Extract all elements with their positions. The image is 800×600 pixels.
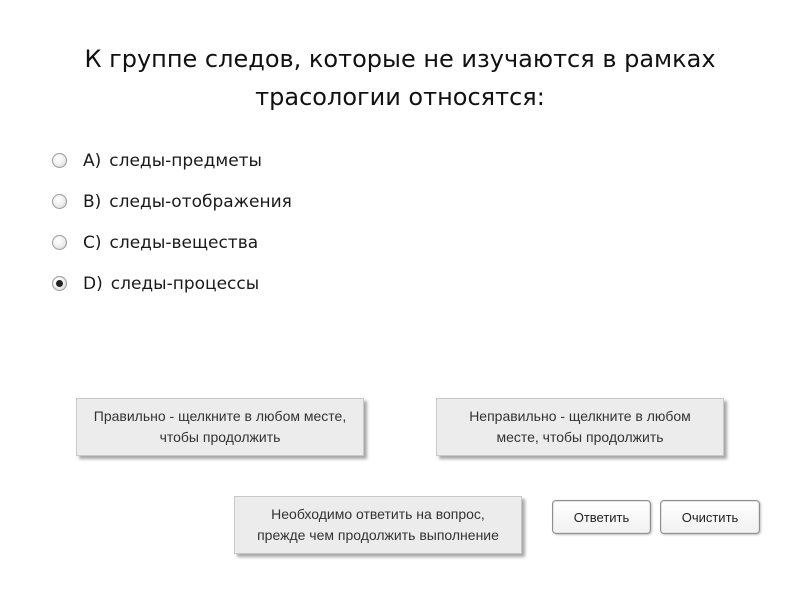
- option-letter: C): [83, 232, 102, 253]
- answer-required-line-2: прежде чем продолжить выполнение: [257, 527, 499, 543]
- question-text: [40, 40, 760, 116]
- radio-button-selected-icon[interactable]: [52, 276, 67, 291]
- option-label: следы-отображения: [109, 191, 292, 212]
- correct-feedback-line-2: чтобы продолжить: [159, 429, 281, 445]
- option-label: следы-процессы: [110, 273, 260, 294]
- option-label: следы-предметы: [109, 150, 262, 171]
- answer-options: [52, 140, 552, 304]
- option-c[interactable]: [52, 222, 552, 263]
- incorrect-feedback-line-2: месте, чтобы продолжить: [496, 429, 664, 445]
- submit-button[interactable]: Ответить: [552, 500, 651, 534]
- correct-feedback-line-1: Правильно - щелкните в любом месте,: [93, 408, 347, 424]
- option-letter: D): [83, 273, 103, 294]
- option-label: следы-вещества: [109, 232, 259, 253]
- answer-required-line-1: Необходимо ответить на вопрос,: [271, 506, 485, 522]
- incorrect-feedback-line-1: Неправильно - щелкните в любом: [469, 408, 691, 424]
- radio-button-icon[interactable]: [52, 194, 67, 209]
- option-d[interactable]: [52, 263, 552, 304]
- option-b[interactable]: [52, 181, 552, 222]
- radio-button-icon[interactable]: [52, 153, 67, 168]
- correct-feedback-box[interactable]: [76, 398, 364, 456]
- incorrect-feedback-box[interactable]: [436, 398, 724, 456]
- radio-button-icon[interactable]: [52, 235, 67, 250]
- clear-button[interactable]: Очистить: [660, 500, 760, 534]
- option-letter: B): [83, 191, 102, 212]
- option-letter: A): [83, 150, 102, 171]
- question-line-1: К группе следов, которые не изучаются в рамках: [84, 45, 716, 73]
- question-line-2: трасологии относятся:: [255, 83, 545, 111]
- answer-required-box: [234, 496, 522, 554]
- option-a[interactable]: [52, 140, 552, 181]
